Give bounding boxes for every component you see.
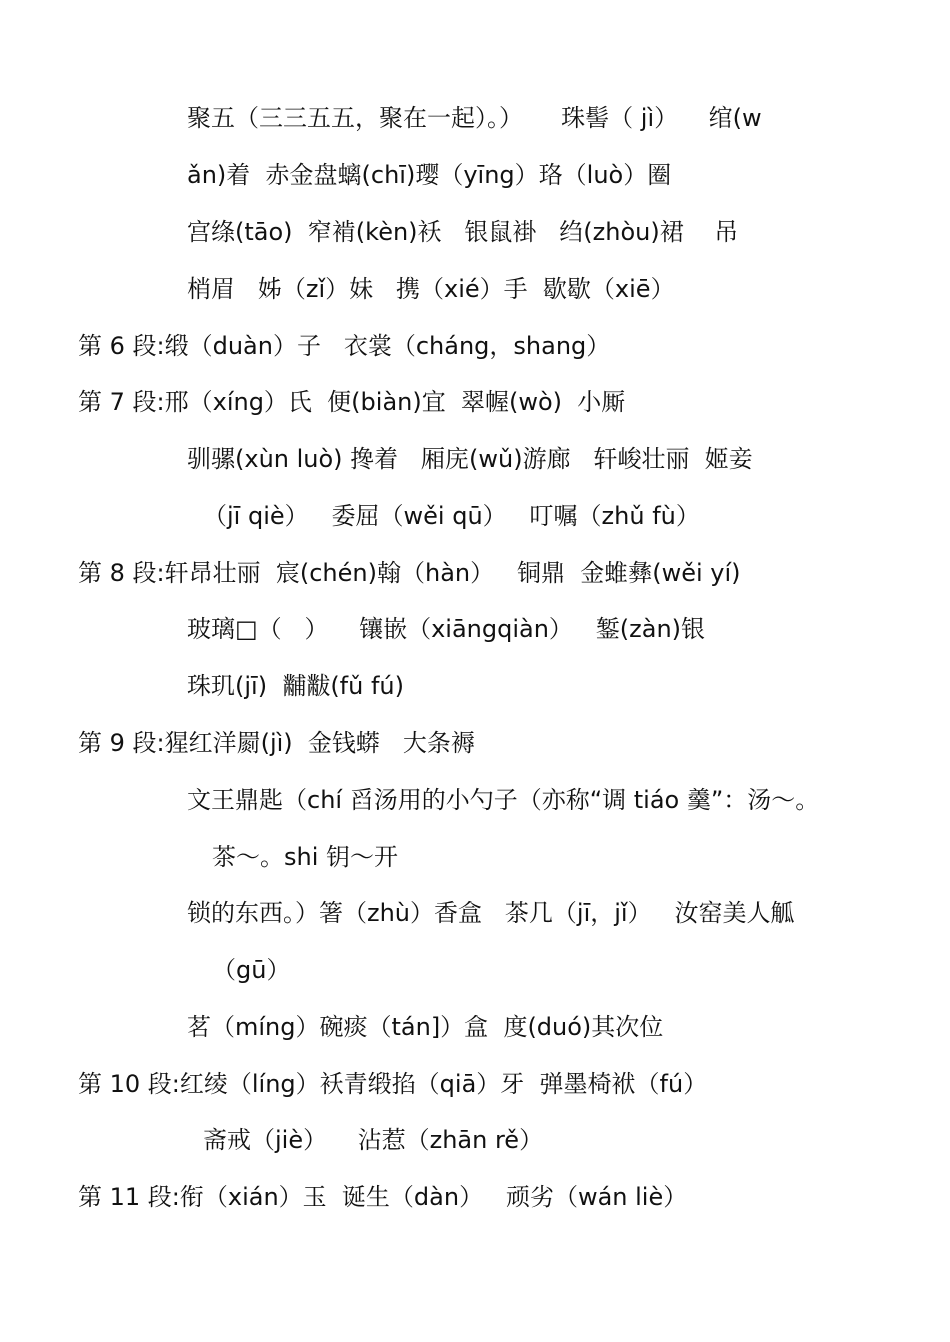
text-line: （gū） [212,956,291,984]
section-heading-7: 第 7 段:邢（xíng）氏 便(biàn)宜 翠幄(wò) 小厮 [78,388,626,416]
text-line: ǎn)着 赤金盘螭(chī)璎（yīng）珞（luò）圈 [187,161,672,189]
section-heading-11: 第 11 段:衔（xián）玉 诞生（dàn） 顽劣（wán liè） [78,1183,688,1211]
text-line: 茗（míng）碗痰（tán]）盒 度(duó)其次位 [187,1013,664,1041]
text-line: 茶～。shi 钥～开 [212,843,399,871]
text-line: 锁的东西。）箸（zhù）香盒 茶几（jī，jǐ） 汝窑美人觚 [187,899,795,927]
section-heading-10: 第 10 段:红绫（líng）袄青缎掐（qiā）牙 弹墨椅袱（fú） [78,1070,708,1098]
section-heading-6: 第 6 段:缎（duàn）子 衣裳（cháng，shang） [78,332,611,360]
text-line: 聚五（三三五五，聚在一起）。） 珠髻（ jì） 绾(w [187,104,762,132]
text-line: 文王鼎匙（chí 舀汤用的小勺子（亦称“调 tiáo 羹”：汤～。 [187,786,820,814]
text-line: 梢眉 姊（zǐ）妹 携（xié）手 歇歇（xiē） [187,275,675,303]
section-heading-8: 第 8 段:轩昂壮丽 宸(chén)翰（hàn） 铜鼎 金蜼彝(wěi yí) [78,559,741,587]
text-line: 玻璃□（ ） 镶嵌（xiāngqiàn） 錾(zàn)银 [187,615,706,643]
text-line: 斋戒（jiè） 沾惹（zhān rě） [203,1126,544,1154]
text-line: 宫绦(tāo) 窄褃(kèn)袄 银鼠褂 绉(zhòu)裙 吊 [187,218,739,246]
text-line: （jī qiè） 委屈（wěi qū） 叮嘱（zhǔ fù） [203,502,700,530]
text-line: 驯骡(xùn luò) 搀着 厢庑(wǔ)游廊 轩峻壮丽 姬妾 [187,445,753,473]
text-line: 珠玑(jī) 黼黻(fǔ fú) [187,672,404,700]
section-heading-9: 第 9 段:猩红洋罽(jì) 金钱蟒 大条褥 [78,729,475,757]
